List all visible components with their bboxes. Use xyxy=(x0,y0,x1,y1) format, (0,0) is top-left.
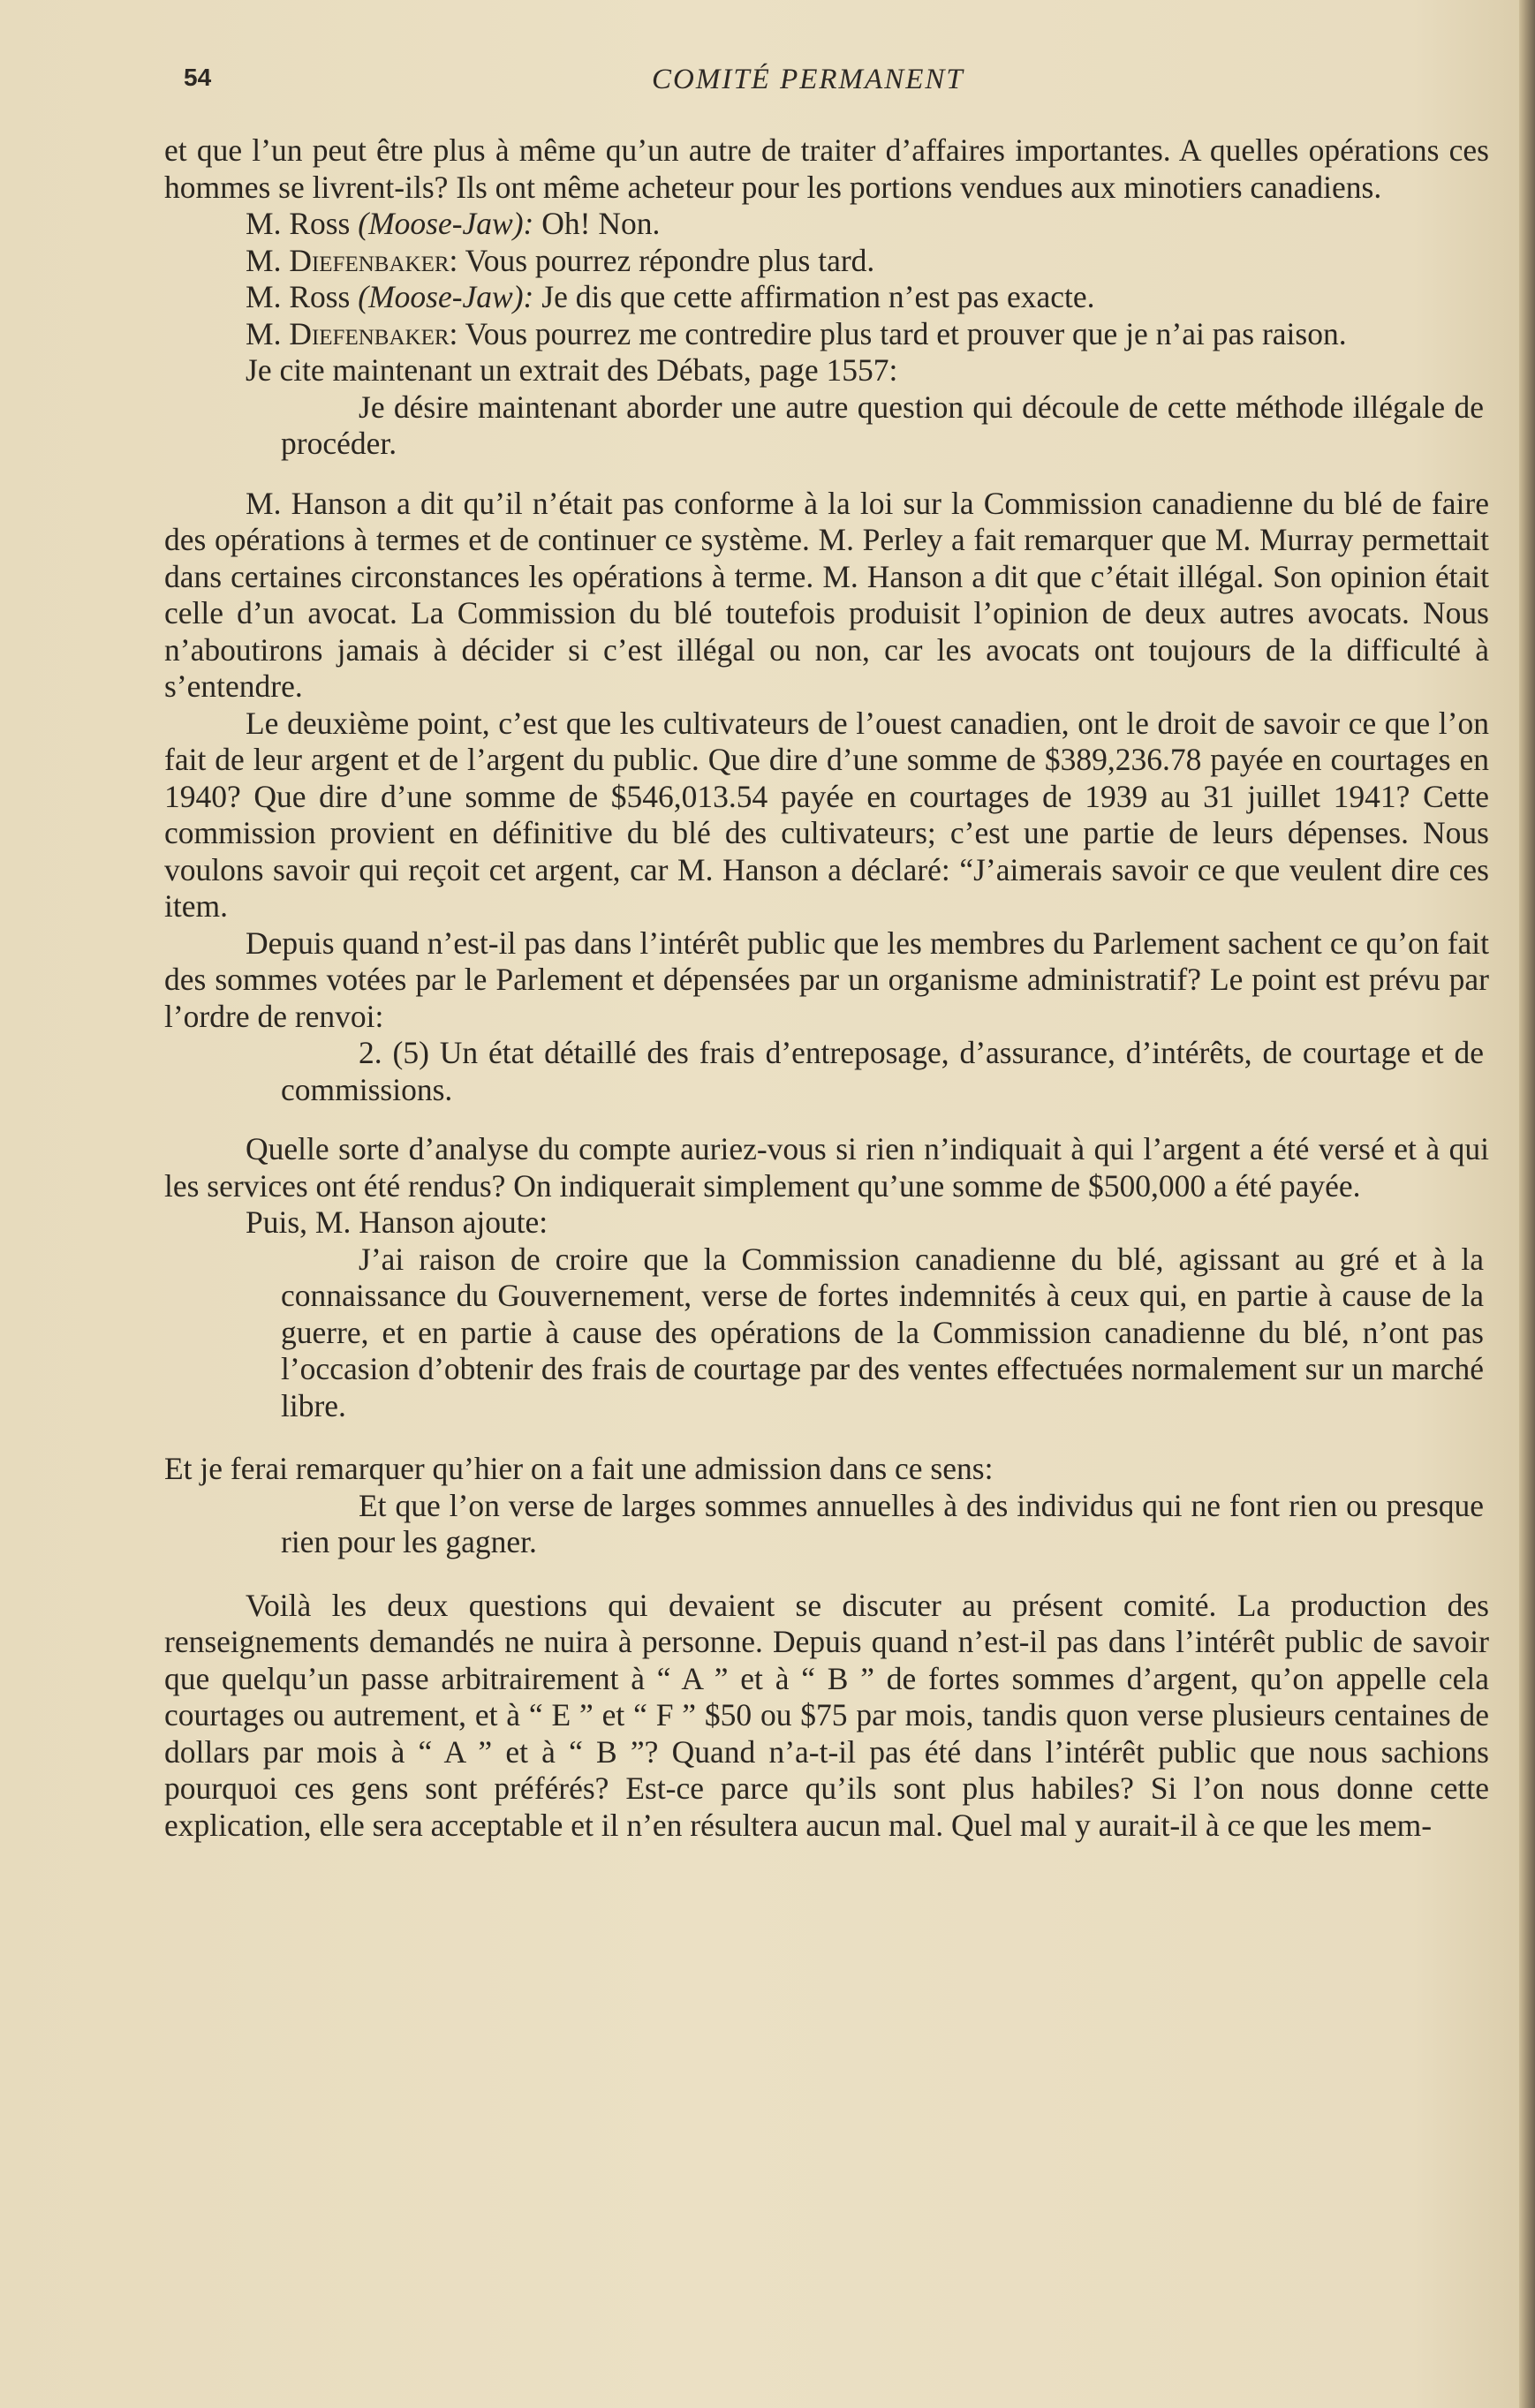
block-quote-3: J’ai raison de croire que la Commission canadienne du blé, agissant au gré et à la connaissance du Gouvernement, verse de fortes indemnités à ceux qui, en partie à cause de la guerre, et en partie à cause des opérations de la Commission canadienne du blé, n’ont pas l’occasion d’obtenir des frais de courtage par des ventes effectuées normalement sur un marché libre. xyxy=(281,1241,1484,1423)
paragraph-public-interest: Depuis quand n’est-il pas dans l’intérêt public que les membres du Parlement sachent ce qu’on fait des sommes votées par le Parlement et dépensées par un organisme administratif? Le point est prévu par l’ordre de renvoi: xyxy=(164,925,1489,1034)
running-title: COMITÉ PERMANENT xyxy=(652,64,964,95)
paragraph-ross-2 xyxy=(164,279,1489,316)
spacer xyxy=(164,1424,1489,1451)
speaker-name: M. Ross xyxy=(246,279,351,314)
speaker-title: M. xyxy=(246,315,290,351)
speaker-riding: (Moose-Jaw): xyxy=(358,279,534,314)
spacer xyxy=(164,463,1489,486)
paragraph-citation-intro: Je cite maintenant un extrait des Débats, page 1557: xyxy=(246,352,898,388)
paragraph-ross-1 xyxy=(164,206,1489,243)
speaker-riding: (Moose-Jaw): xyxy=(358,206,534,241)
paragraph-two-questions: Voilà les deux questions qui devaient se discuter au présent comité. La production des renseignements demandés ne nuira à personne. Depuis quand n’est-il pas dans l’intérêt public de savoir que quelqu’un passe arbitrairement à “ A ” et à “ B ” de fortes sommes d’argent, qu’on appelle cela courtages ou autrement, et à “ E ” et “ F ” $50 ou $75 par mois, tandis quon verse plusieurs centaines de dollars par mois à “ A ” et à “ B ”? Quand n’a-t-il pas été dans l’intérêt public que nous sachions pourquoi ces gens sont préférés? Est-ce parce qu’ils sont plus habiles? Si l’on nous donne cette explication, elle sera acceptable et il n’en résultera aucun mal. Quel mal y aurait-il à ce que les mem- xyxy=(164,1587,1489,1843)
block-quote-1: Je désire maintenant aborder une autre question qui découle de cette méthode illégale de procéder. xyxy=(281,389,1484,461)
page-edge-shadow xyxy=(1519,0,1535,2408)
paragraph-second-point: Le deuxième point, c’est que les cultivateurs de l’ouest canadien, ont le droit de savoir ce que l’on fait de leur argent et de l’argent du public. Que dire d’une somme de $389,236.78 payée en courtages en 1940? Que dire d’une somme de $546,013.54 payée en courtages de 1939 au 31 juillet 1941? Cette commission provient en définitive du blé des cultivateurs; c’est une partie de leurs dépenses. Nous voulons savoir qui reçoit cet argent, car M. Hanson a déclaré: “J’aimerais savoir ce que veulent dire ces item. xyxy=(164,705,1489,924)
spacer xyxy=(164,1108,1489,1131)
paragraph-continuation: et que l’un peut être plus à même qu’un autre de traiter d’affaires importantes. A quelles opérations ces hommes se livrent-ils? Ils ont même acheteur pour les portions vendues aux minotiers canadiens. xyxy=(164,132,1489,205)
speaker-name: Diefenbaker xyxy=(289,242,450,278)
paragraph-diefenbaker-2 xyxy=(164,316,1489,353)
paragraph-analysis: Quelle sorte d’analyse du compte auriez-vous si rien n’indiquait à qui l’argent a été versé et à qui les services ont été rendus? On indiquerait simplement qu’une somme de $500,000 a été payée. xyxy=(164,1131,1489,1204)
page-number: 54 xyxy=(184,64,212,91)
block-quote-4: Et que l’on verse de larges sommes annuelles à des individus qui ne font rien ou presque rien pour les gagner. xyxy=(281,1487,1484,1559)
paragraph-hanson-adds: Puis, M. Hanson ajoute: xyxy=(246,1204,548,1240)
paragraph-diefenbaker-1 xyxy=(164,243,1489,280)
page-body xyxy=(164,132,1489,1844)
spacer xyxy=(164,1561,1489,1588)
speaker-name: M. Ross xyxy=(246,206,351,241)
speech-text: : Vous pourrez me contredire plus tard et prouver que je n’ai pas raison. xyxy=(449,315,1347,351)
speech-text: Je dis que cette affirmation n’est pas exacte. xyxy=(533,279,1095,314)
paragraph-hanson-legal: M. Hanson a dit qu’il n’était pas conforme à la loi sur la Commission canadienne du blé de faire des opérations à termes et de continuer ce système. M. Perley a fait remarquer que M. Murray permettait dans certaines circonstances les opérations à terme. M. Hanson a dit que c’était illégal. Son opinion était celle d’un avocat. La Commission du blé toutefois produisit l’opinion de deux autres avocats. Nous n’aboutirons jamais à décider si c’est illégal ou non, car les avocats ont toujours de la difficulté à s’entendre. xyxy=(164,485,1489,704)
block-quote-2: 2. (5) Un état détaillé des frais d’entreposage, d’assurance, d’intérêts, de courtage et de commissions. xyxy=(281,1035,1484,1107)
speaker-name: Diefenbaker xyxy=(289,315,450,351)
paragraph-admission: Et je ferai remarquer qu’hier on a fait une admission dans ce sens: xyxy=(164,1451,994,1486)
speaker-title: M. xyxy=(246,242,290,278)
speech-text: : Vous pourrez répondre plus tard. xyxy=(449,242,875,278)
page-header xyxy=(184,64,1491,108)
speech-text: Oh! Non. xyxy=(533,206,661,241)
